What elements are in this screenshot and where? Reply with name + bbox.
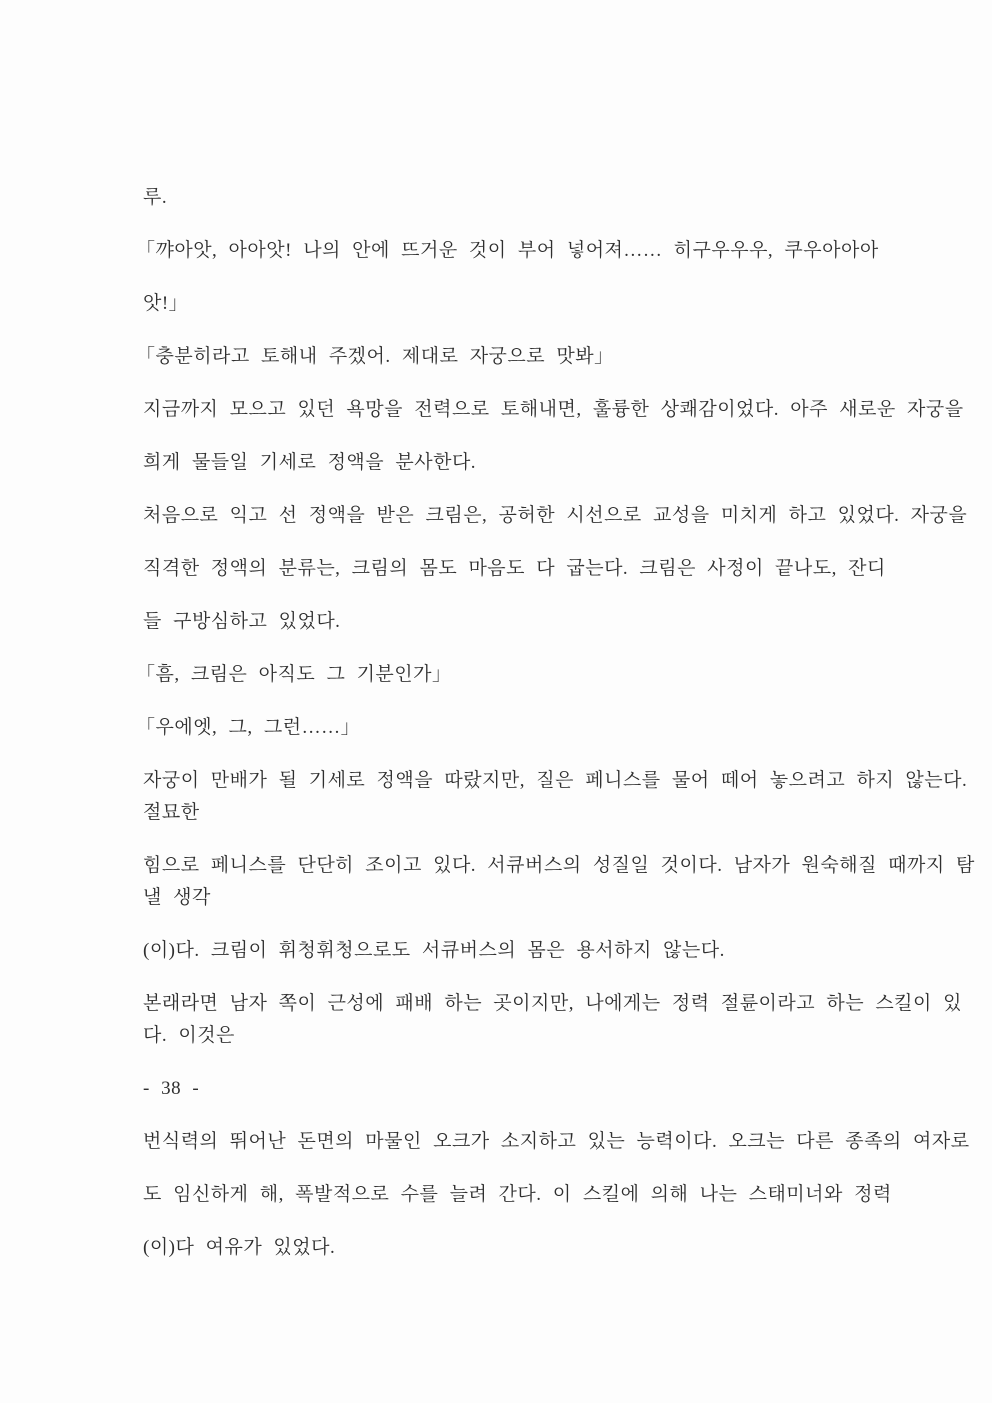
text-line-wrap: 절묘한 bbox=[143, 802, 200, 823]
dialogue-line: 「우에엣, 그, 그런……」 bbox=[136, 717, 361, 738]
dialogue-line: 「꺄아앗, 아아앗! 나의 안에 뜨거운 것이 부어 넣어져…… 히구우우우, 쿠우아아아 bbox=[136, 240, 879, 261]
text-line: 희게 물들일 기세로 정액을 분사한다. bbox=[143, 452, 477, 473]
page-number: - 38 - bbox=[143, 1078, 200, 1099]
text-line: (이)다. 크림이 휘청휘청으로도 서큐버스의 몸은 용서하지 않는다. bbox=[143, 940, 725, 961]
text-line: 루. bbox=[143, 187, 168, 208]
text-line: (이)다 여유가 있었다. bbox=[143, 1237, 336, 1258]
text-line: 번식력의 뛰어난 돈면의 마물인 오크가 소지하고 있는 능력이다. 오크는 다른 종족의 여자로 bbox=[143, 1131, 970, 1152]
dialogue-line: 「흠, 크림은 아직도 그 기분인가」 bbox=[136, 664, 452, 685]
text-line-wrap: 다. 이것은 bbox=[143, 1025, 235, 1046]
dialogue-line-continuation: 앗!」 bbox=[143, 293, 189, 314]
text-line: 도 임신하게 해, 폭발적으로 수를 늘려 간다. 이 스킬에 의해 나는 스태미너와 정력 bbox=[143, 1184, 892, 1205]
text-line: 들 구방심하고 있었다. bbox=[143, 611, 341, 632]
text-line: 자궁이 만배가 될 기세로 정액을 따랐지만, 질은 페니스를 물어 떼어 놓으려고 하지 않는다. bbox=[143, 770, 968, 791]
text-line: 처음으로 익고 선 정액을 받은 크림은, 공허한 시선으로 교성을 미치게 하고 있었다. 자궁을 bbox=[143, 505, 968, 526]
text-line: 본래라면 남자 쪽이 근성에 패배 하는 곳이지만, 나에게는 정력 절륜이라고 하는 스킬이 있 bbox=[143, 993, 962, 1014]
text-line: 직격한 정액의 분류는, 크림의 몸도 마음도 다 굽는다. 크림은 사정이 끝나도, 잔디 bbox=[143, 558, 886, 579]
dialogue-line: 「충분히라고 토해내 주겠어. 제대로 자궁으로 맛봐」 bbox=[136, 346, 614, 367]
text-line-wrap: 낼 생각 bbox=[143, 887, 211, 908]
text-line: 힘으로 페니스를 단단히 조이고 있다. 서큐버스의 성질일 것이다. 남자가 원숙해질 때까지 탐 bbox=[143, 855, 975, 876]
text-line: 지금까지 모으고 있던 욕망을 전력으로 토해내면, 훌륭한 상쾌감이었다. 아주 새로운 자궁을 bbox=[143, 399, 964, 420]
